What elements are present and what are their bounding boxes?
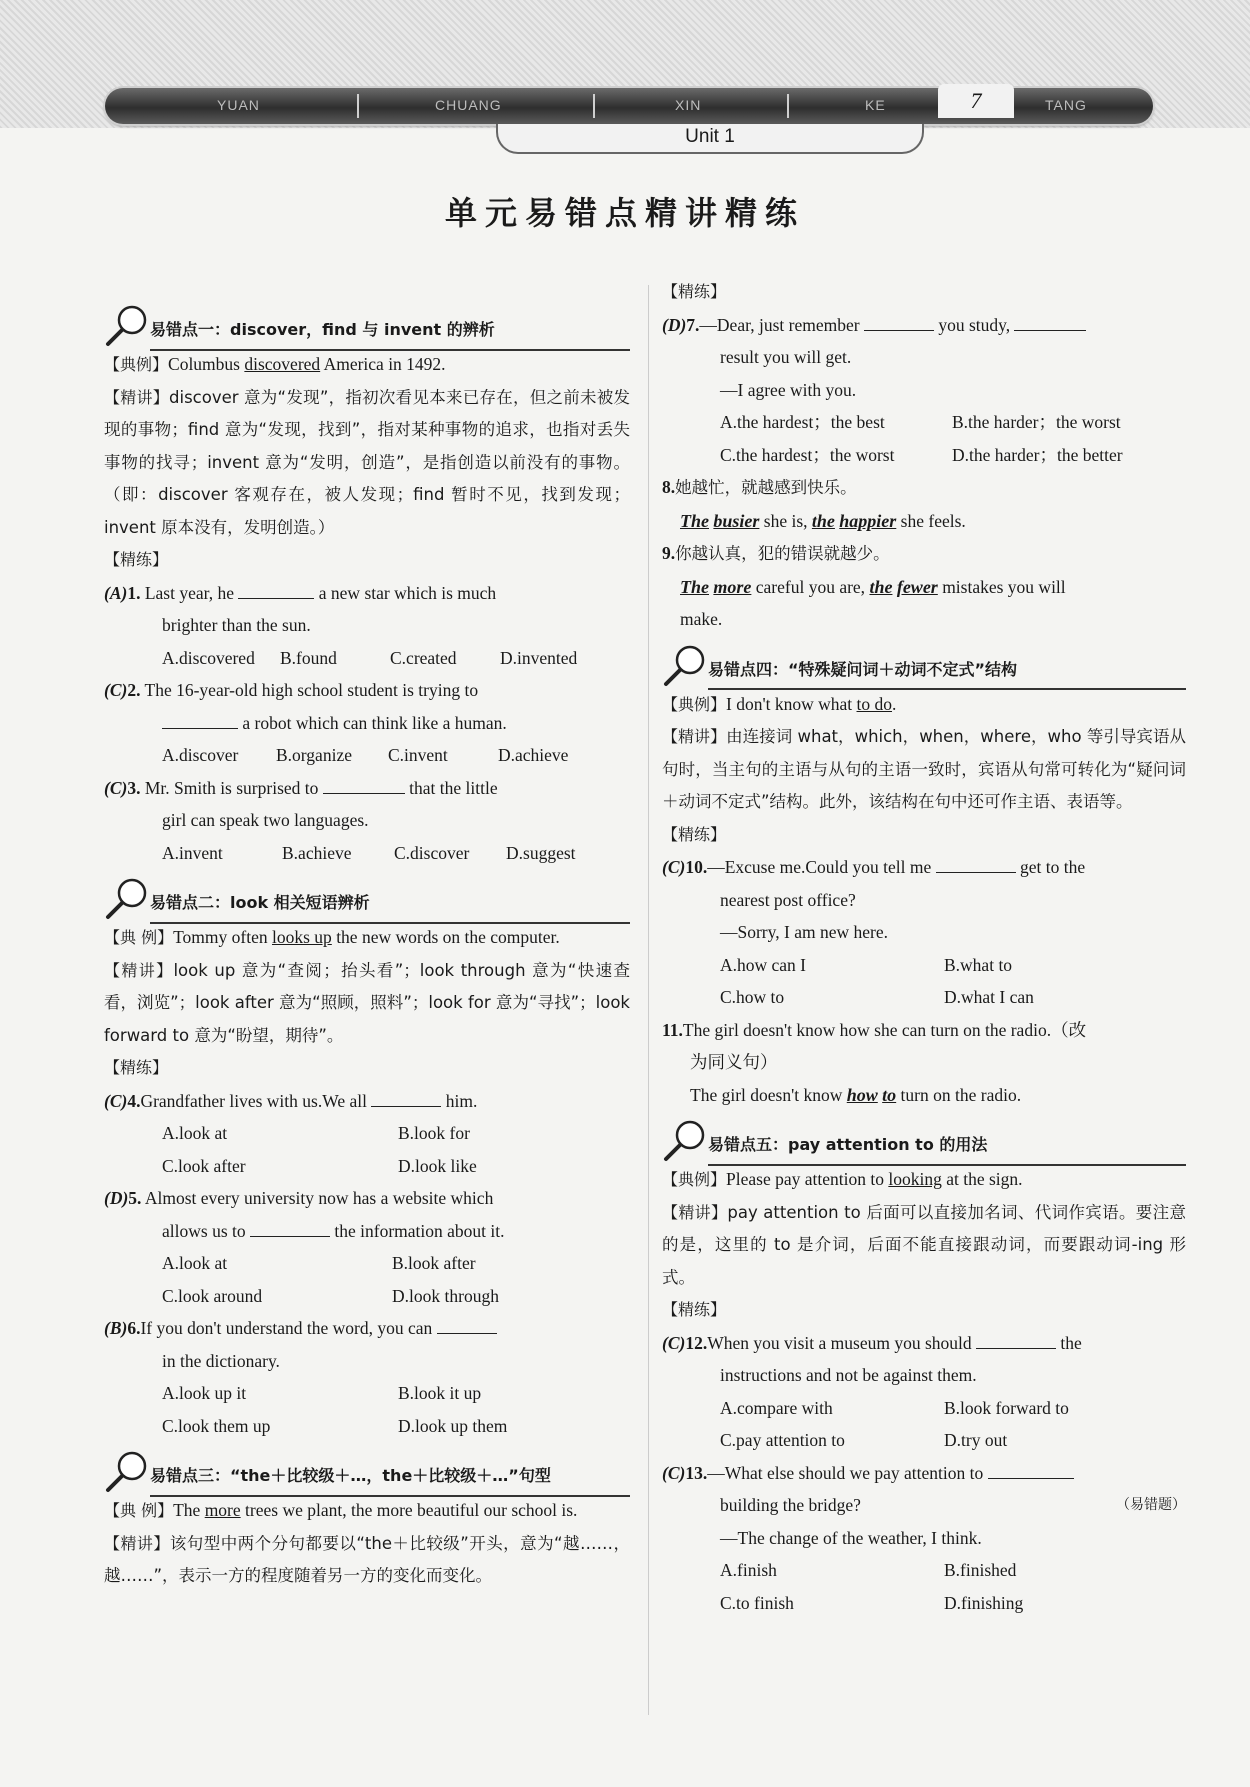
left-column	[104, 296, 630, 1593]
question-text: turn on the radio.	[900, 1084, 1022, 1105]
options	[104, 1247, 630, 1280]
option: D.invented	[500, 647, 578, 668]
option: D.what I can	[944, 987, 1034, 1007]
answer-blank	[250, 1222, 330, 1237]
question-text: in the dictionary.	[162, 1350, 280, 1371]
question-text: careful you are,	[755, 576, 866, 597]
practice-label: 【精练】	[662, 824, 727, 844]
option: D.the harder；the better	[952, 444, 1123, 465]
options	[662, 1424, 1186, 1457]
option: A.discover	[162, 745, 239, 765]
option: B.organize	[276, 745, 352, 765]
option: C.look around	[162, 1285, 263, 1306]
explain-label: 【精讲】	[662, 727, 727, 746]
nav-item-yuan: YUAN	[217, 97, 260, 113]
question-text: Almost every university now has a website which	[144, 1188, 494, 1208]
question-number: 13.	[685, 1462, 708, 1483]
handwritten-answer: happier	[839, 510, 897, 531]
question-text: —Dear, just remember	[699, 314, 860, 335]
question-6	[104, 1312, 630, 1345]
option: B.what to	[944, 954, 1013, 975]
explain-text: 该句型中两个分句都要以“the＋比较级”开头，意为“越……，越……”，表示一方的程度随着另一方的变化而变化。	[104, 1533, 630, 1585]
option: C.to finish	[720, 1592, 794, 1613]
question-text: —What else should we pay attention to	[707, 1462, 984, 1483]
answer: (D)	[104, 1188, 129, 1208]
question-number: 8.	[662, 477, 676, 497]
page-title: 单元易错点精讲精练	[444, 194, 805, 232]
options	[662, 439, 1186, 472]
explain-label: 【精讲】	[104, 387, 170, 407]
question-5	[104, 1182, 630, 1215]
example-keyword: discovered	[244, 354, 321, 374]
question-text: —I agree with you.	[720, 379, 857, 400]
answer-blank	[936, 858, 1016, 873]
options	[662, 1587, 1186, 1620]
question-12	[662, 1327, 1186, 1360]
options	[104, 1410, 630, 1443]
question-text: she is,	[763, 510, 808, 531]
answer-blank	[976, 1334, 1056, 1349]
question-number: 6.	[127, 1318, 141, 1338]
option: C.pay attention to	[720, 1430, 845, 1450]
option: B.look after	[392, 1253, 476, 1273]
handwritten-answer: the	[811, 510, 835, 531]
answer-blank	[371, 1092, 441, 1107]
question-text: The girl doesn't know how she can turn on the radio.（改	[682, 1019, 1087, 1040]
section-title: 易错点五：pay attention to 的用法	[708, 1129, 1186, 1166]
answer-line	[662, 1079, 1186, 1112]
answer: (C)	[662, 1332, 686, 1353]
options	[104, 1150, 630, 1183]
example-label: 【典 例】	[104, 928, 174, 947]
question-text: instructions and not be against them.	[720, 1365, 977, 1385]
options	[104, 1377, 630, 1410]
question-text: Grandfather lives with us.We all	[140, 1090, 367, 1111]
option: B.achieve	[282, 842, 352, 863]
example-label: 【典 例】	[104, 1501, 174, 1520]
section-heading	[104, 1448, 630, 1494]
options	[662, 949, 1186, 982]
section-title: 易错点一：discover，find 与 invent 的辨析	[150, 314, 630, 351]
answer: (D)	[662, 314, 687, 335]
nav-item-xin: XIN	[675, 97, 702, 113]
answer-line	[662, 571, 1186, 604]
question-3	[104, 772, 630, 805]
question-text: make.	[680, 609, 723, 629]
section-title: 易错点二：look 相关短语辨析	[150, 887, 630, 924]
question-text: nearest post office?	[720, 889, 856, 910]
practice-label: 【精练】	[104, 550, 169, 569]
option: C.discover	[394, 842, 470, 863]
question-number: 9.	[662, 543, 676, 563]
option: B.look for	[398, 1123, 470, 1143]
option: A.how can I	[720, 954, 807, 975]
explain-text: 由连接词 what，which，when，where，who 等引导宾语从句时，当主句的主语与从句的主语一致时，宾语从句常可转化为“疑问词＋动词不定式”结构。此外，该结构在句中还可作主语、表语等。	[662, 727, 1186, 811]
example-keyword: to do	[856, 693, 893, 714]
option: A.finish	[720, 1560, 777, 1580]
example-keyword: looks up	[272, 927, 332, 947]
handwritten-answer: fewer	[896, 576, 938, 597]
handwritten-answer: the	[869, 576, 893, 597]
example-text: Please pay attention to	[726, 1169, 889, 1189]
example-text: Tommy often	[173, 927, 272, 947]
options	[104, 1117, 630, 1150]
explain-label: 【精讲】	[104, 1533, 170, 1553]
explain-text: pay attention to 后面可以直接加名词、代词作宾语。要注意的是，这里的 to 是介词，后面不能直接跟动词，而要跟动词-ing 形式。	[662, 1202, 1186, 1287]
question-7	[662, 309, 1186, 342]
question-text: get to the	[1020, 857, 1086, 877]
question-text: mistakes you will	[942, 576, 1066, 597]
option: A.discovered	[162, 647, 255, 668]
example-keyword: more	[204, 1500, 241, 1520]
question-number: 1.	[127, 582, 141, 603]
handwritten-answer: to	[882, 1084, 897, 1105]
answer: (C)	[104, 680, 128, 700]
handwritten-answer: The	[680, 576, 709, 597]
page-number: 7	[938, 84, 1014, 118]
answer-blank	[988, 1464, 1074, 1479]
question-number: 2.	[127, 680, 141, 700]
option: C.look after	[162, 1155, 246, 1176]
option: C.invent	[388, 745, 448, 765]
section-heading	[104, 875, 630, 921]
answer: (B)	[104, 1318, 128, 1338]
section-title: 易错点四：“特殊疑问词＋动词不定式”结构	[708, 654, 1186, 691]
nav-item-chuang: CHUANG	[435, 97, 502, 113]
option: B.the harder；the worst	[952, 412, 1121, 432]
option: A.look at	[162, 1253, 228, 1273]
question-text: him.	[445, 1090, 478, 1111]
nav-item-tang: TANG	[1045, 97, 1087, 113]
question-text: she feels.	[900, 510, 966, 531]
answer: (C)	[662, 1462, 686, 1483]
handwritten-answer: The	[680, 510, 709, 531]
question-text: building the bridge?	[720, 1495, 861, 1515]
unit-label: Unit 1	[496, 124, 924, 154]
option: C.how to	[720, 987, 785, 1007]
question-text: the information about it.	[334, 1220, 505, 1241]
question-text: 为同义句）	[690, 1052, 778, 1072]
option: B.finished	[944, 1560, 1017, 1580]
magnifier-icon	[104, 1448, 150, 1494]
question-text: The 16-year-old high school student is trying to	[144, 680, 479, 700]
question-text: allows us to	[162, 1220, 246, 1241]
question-1	[104, 577, 630, 610]
question-text: 你越认真，犯的错误就越少。	[675, 544, 890, 563]
example-text: The	[173, 1500, 205, 1520]
question-text: a robot which can think like a human.	[242, 712, 507, 733]
option: A.the hardest；the best	[720, 412, 885, 432]
question-13	[662, 1457, 1186, 1490]
question-number: 3.	[127, 777, 141, 798]
answer: (C)	[104, 1090, 128, 1111]
example-text: trees we plant, the more beautiful our school is.	[240, 1500, 578, 1520]
question-text: girl can speak two languages.	[162, 810, 369, 830]
option: A.look at	[162, 1123, 228, 1143]
nav-separator	[357, 94, 359, 118]
handwritten-answer: more	[713, 576, 752, 597]
magnifier-icon	[662, 1117, 708, 1163]
options	[104, 642, 630, 675]
practice-label: 【精练】	[104, 1058, 169, 1077]
question-text: the	[1060, 1332, 1082, 1353]
options	[662, 1392, 1186, 1425]
question-10	[662, 851, 1186, 884]
question-text: The girl doesn't know	[690, 1084, 843, 1105]
handwritten-answer: busier	[713, 510, 760, 531]
example-text: Columbus	[168, 354, 245, 374]
handwritten-answer: how	[846, 1084, 878, 1105]
question-number: 11.	[662, 1019, 683, 1040]
option: D.finishing	[944, 1592, 1024, 1613]
options	[662, 1554, 1186, 1587]
example-text: .	[892, 693, 897, 714]
explain-label: 【精讲】	[104, 960, 174, 980]
question-9	[662, 537, 1186, 571]
example-text: at the sign.	[941, 1169, 1023, 1189]
example-label: 【典例】	[104, 355, 169, 374]
option: D.achieve	[498, 745, 569, 765]
option: D.look like	[398, 1155, 477, 1176]
question-2	[104, 674, 630, 707]
option: B.look it up	[398, 1383, 482, 1403]
magnifier-icon	[662, 642, 708, 688]
answer-blank	[238, 584, 314, 599]
option: A.invent	[162, 842, 223, 863]
option: B.look forward to	[944, 1397, 1069, 1418]
question-text: 她越忙，就越感到快乐。	[675, 478, 857, 497]
question-number: 12.	[685, 1332, 708, 1353]
question-text: —Excuse me.Could you tell me	[707, 857, 932, 877]
nav-item-ke: KE	[865, 97, 886, 113]
question-number: 7.	[686, 314, 700, 335]
section-heading	[662, 642, 1186, 688]
option: D.suggest	[506, 842, 576, 863]
answer-line	[662, 505, 1186, 538]
section-title: 易错点三：“the＋比较级＋…，the＋比较级＋…”句型	[150, 1460, 630, 1497]
option: D.try out	[944, 1430, 1008, 1450]
question-11	[662, 1014, 1186, 1047]
question-text: When you visit a museum you should	[707, 1332, 972, 1353]
example-keyword: looking	[888, 1169, 942, 1189]
answer-blank	[437, 1319, 497, 1334]
question-text: Mr. Smith is surprised to	[144, 777, 319, 798]
option: C.created	[390, 647, 457, 668]
explain-text: discover 意为“发现”，指初次看见本来已存在，但之前未被发现的事物；find 意为“发现，找到”，指对某种事物的追求，也指对丢失事物的找寻；invent 意为“发明，创造”，是指创造以前没有的事物。（即：discover 客观存在，被人发现；find 暂时不见，找到发现；invent 原本没有，发明创造。）	[104, 387, 630, 537]
option: A.look up it	[162, 1383, 247, 1403]
option: C.look them up	[162, 1415, 271, 1436]
answer-blank	[323, 779, 405, 794]
magnifier-icon	[104, 302, 150, 348]
nav-separator	[593, 94, 595, 118]
explain-label: 【精讲】	[662, 1202, 728, 1222]
example-label: 【典例】	[662, 694, 727, 714]
question-text: result you will get.	[720, 347, 852, 367]
question-text: that the little	[409, 777, 498, 798]
answer: (C)	[104, 777, 128, 798]
option: A.compare with	[720, 1397, 833, 1418]
option: D.look through	[392, 1285, 499, 1306]
question-number: 4.	[127, 1090, 141, 1111]
answer: (C)	[662, 857, 686, 877]
example-text: the new words on the computer.	[331, 927, 560, 947]
example-text: I don't know what	[726, 693, 857, 714]
question-number: 5.	[128, 1188, 142, 1208]
question-4	[104, 1085, 630, 1118]
question-text: —The change of the weather, I think.	[720, 1527, 982, 1548]
option: B.found	[280, 647, 337, 668]
options	[104, 837, 630, 870]
explain-text: look up 意为“查阅；抬头看”；look through 意为“快速查看，浏览”；look after 意为“照顾，照料”；look for 意为“寻找”；look forward to 意为“盼望，期待”。	[104, 960, 630, 1045]
magnifier-icon	[104, 875, 150, 921]
section-heading	[104, 302, 630, 348]
question-text: brighter than the sun.	[162, 615, 311, 635]
question-text: —Sorry, I am new here.	[720, 922, 888, 942]
question-text: Last year, he	[144, 582, 235, 603]
options	[104, 1280, 630, 1313]
question-8	[662, 471, 1186, 505]
question-number: 10.	[685, 857, 708, 877]
options	[662, 981, 1186, 1014]
nav-separator	[787, 94, 789, 118]
section-heading	[662, 1117, 1186, 1163]
options	[104, 739, 630, 772]
answer-blank	[1014, 316, 1086, 331]
option: D.look up them	[398, 1415, 508, 1436]
question-text: a new star which is much	[318, 582, 497, 603]
question-text: If you don't understand the word, you can	[140, 1318, 433, 1338]
answer-blank	[162, 714, 238, 729]
practice-label: 【精练】	[662, 1300, 727, 1319]
practice-label: 【精练】	[662, 282, 727, 301]
error-prone-tag: （易错题）	[1116, 1497, 1186, 1513]
question-text: you study,	[938, 314, 1011, 335]
option: C.the hardest；the worst	[720, 444, 895, 465]
column-divider	[648, 285, 649, 1715]
example-text: America in 1492.	[320, 354, 446, 374]
answer: (A)	[104, 582, 128, 603]
answer-blank	[864, 316, 934, 331]
right-column	[662, 276, 1186, 1619]
options	[662, 406, 1186, 439]
example-label: 【典例】	[662, 1170, 727, 1189]
